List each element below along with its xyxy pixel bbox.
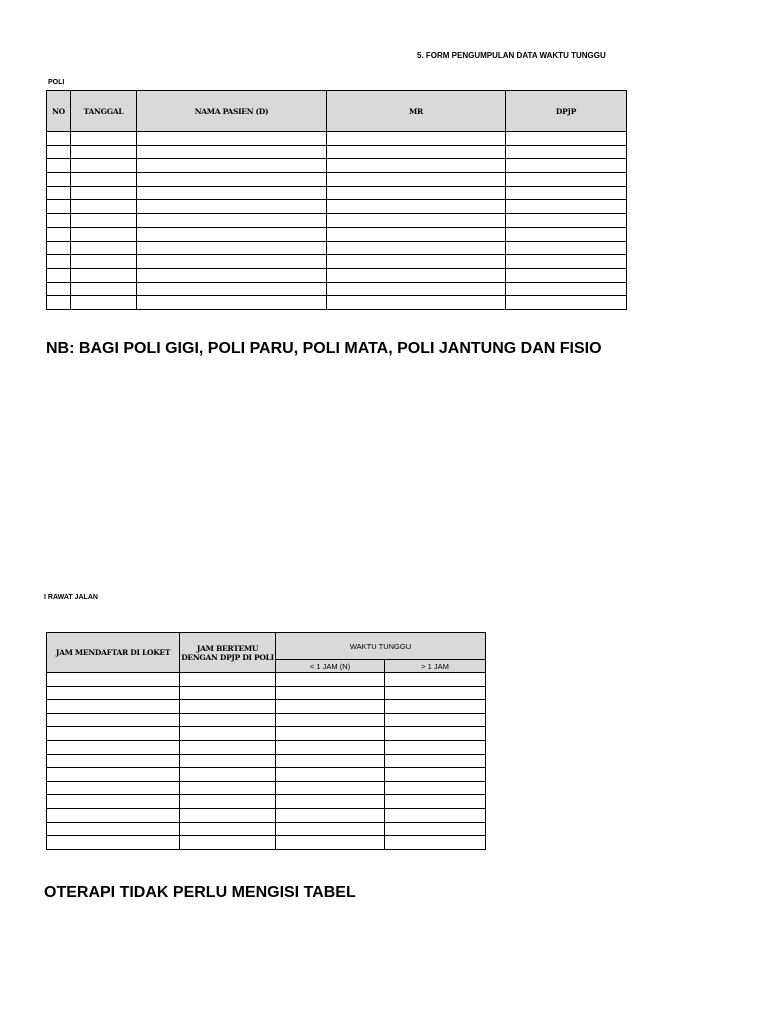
table-row (47, 255, 627, 269)
table-cell[interactable] (47, 268, 71, 282)
table-cell[interactable] (47, 700, 180, 714)
table-cell[interactable] (71, 241, 137, 255)
table-cell[interactable] (71, 186, 137, 200)
table-cell[interactable] (327, 186, 506, 200)
table-cell[interactable] (385, 754, 486, 768)
table-cell[interactable] (327, 296, 506, 310)
table-row (47, 200, 627, 214)
table-cell[interactable] (385, 768, 486, 782)
table-cell[interactable] (71, 282, 137, 296)
table-cell[interactable] (276, 808, 385, 822)
table-cell[interactable] (47, 296, 71, 310)
table-cell[interactable] (180, 727, 276, 741)
table-cell[interactable] (506, 282, 627, 296)
table-cell[interactable] (276, 836, 385, 850)
table-cell[interactable] (180, 781, 276, 795)
table-cell[interactable] (47, 214, 71, 228)
form-title: 5. FORM PENGUMPULAN DATA WAKTU TUNGGU (417, 51, 606, 60)
table-cell[interactable] (180, 700, 276, 714)
table-cell[interactable] (47, 186, 71, 200)
table-cell[interactable] (137, 241, 327, 255)
table-cell[interactable] (47, 686, 180, 700)
header-less-1-jam: < 1 JAM (N) (276, 660, 385, 673)
table-cell[interactable] (47, 159, 71, 173)
table-row (47, 686, 486, 700)
waiting-time-table-body (47, 673, 486, 850)
table-cell[interactable] (506, 268, 627, 282)
table-cell[interactable] (327, 173, 506, 187)
table-cell[interactable] (47, 282, 71, 296)
header-mr: MR (327, 91, 506, 132)
table-cell[interactable] (327, 132, 506, 146)
header-waktu-tunggu: WAKTU TUNGGU (276, 633, 486, 660)
table-cell[interactable] (47, 808, 180, 822)
header-jam-bertemu: JAM BERTEMU DENGAN DPJP DI POLI (180, 633, 276, 673)
rawat-jalan-label: I RAWAT JALAN (44, 594, 98, 601)
table-row (47, 214, 627, 228)
table-cell[interactable] (71, 214, 137, 228)
patient-table (46, 90, 627, 310)
table-row (47, 159, 627, 173)
table-cell[interactable] (47, 836, 180, 850)
table-cell[interactable] (385, 740, 486, 754)
table-row (47, 781, 486, 795)
table-cell[interactable] (276, 700, 385, 714)
table-cell[interactable] (276, 768, 385, 782)
table-cell[interactable] (180, 808, 276, 822)
table-row (47, 740, 486, 754)
table-cell[interactable] (180, 686, 276, 700)
table-cell[interactable] (327, 255, 506, 269)
table-cell[interactable] (180, 740, 276, 754)
table-cell[interactable] (71, 296, 137, 310)
table-cell[interactable] (327, 200, 506, 214)
table-cell[interactable] (506, 227, 627, 241)
table-cell[interactable] (506, 255, 627, 269)
table-row (47, 673, 486, 687)
table-row (47, 227, 627, 241)
table-cell[interactable] (137, 132, 327, 146)
table-cell[interactable] (47, 255, 71, 269)
table-cell[interactable] (506, 173, 627, 187)
table-cell[interactable] (47, 173, 71, 187)
header-jam-mendaftar: JAM MENDAFTAR DI LOKET (47, 633, 180, 673)
patient-table-body (47, 132, 627, 310)
table-cell[interactable] (47, 822, 180, 836)
header-no: NO (47, 91, 71, 132)
table-cell[interactable] (137, 268, 327, 282)
table-cell[interactable] (385, 836, 486, 850)
table-cell[interactable] (385, 673, 486, 687)
table-row (47, 186, 627, 200)
table-cell[interactable] (276, 727, 385, 741)
table-cell[interactable] (327, 282, 506, 296)
table-row (47, 268, 627, 282)
table-cell[interactable] (506, 200, 627, 214)
note-bottom: OTERAPI TIDAK PERLU MENGISI TABEL (44, 884, 356, 901)
table-cell[interactable] (385, 713, 486, 727)
table-cell[interactable] (47, 740, 180, 754)
table-cell[interactable] (71, 132, 137, 146)
table-cell[interactable] (385, 781, 486, 795)
table-cell[interactable] (137, 145, 327, 159)
table-row (47, 795, 486, 809)
table-cell[interactable] (506, 296, 627, 310)
table-row (47, 296, 627, 310)
table-row (47, 754, 486, 768)
table-cell[interactable] (506, 186, 627, 200)
table-cell[interactable] (47, 795, 180, 809)
table-cell[interactable] (276, 713, 385, 727)
table-cell[interactable] (137, 255, 327, 269)
waiting-time-table (46, 632, 486, 850)
table-cell[interactable] (327, 227, 506, 241)
table-cell[interactable] (506, 214, 627, 228)
table-cell[interactable] (385, 686, 486, 700)
table-cell[interactable] (71, 268, 137, 282)
table-row (47, 808, 486, 822)
table-cell[interactable] (137, 173, 327, 187)
table-cell[interactable] (47, 781, 180, 795)
header-more-1-jam: > 1 JAM (385, 660, 486, 673)
table-row (47, 700, 486, 714)
table-cell[interactable] (180, 673, 276, 687)
table-cell[interactable] (137, 214, 327, 228)
table-row (47, 145, 627, 159)
poli-label: POLI (48, 79, 65, 86)
table-cell[interactable] (506, 159, 627, 173)
header-nama-pasien: NAMA PASIEN (D) (137, 91, 327, 132)
table-cell[interactable] (180, 768, 276, 782)
table-cell[interactable] (385, 808, 486, 822)
table-cell[interactable] (180, 795, 276, 809)
table-row (47, 282, 627, 296)
table-cell[interactable] (276, 673, 385, 687)
table-row (47, 836, 486, 850)
table-cell[interactable] (276, 781, 385, 795)
table-cell[interactable] (137, 200, 327, 214)
table-cell[interactable] (47, 713, 180, 727)
table-row (47, 132, 627, 146)
table-cell[interactable] (137, 282, 327, 296)
table-cell[interactable] (47, 673, 180, 687)
table-cell[interactable] (71, 173, 137, 187)
table-cell[interactable] (47, 241, 71, 255)
table-cell[interactable] (327, 268, 506, 282)
table-cell[interactable] (327, 241, 506, 255)
table-cell[interactable] (71, 200, 137, 214)
table-cell[interactable] (47, 768, 180, 782)
table-cell[interactable] (47, 227, 71, 241)
table-cell[interactable] (385, 795, 486, 809)
table-cell[interactable] (137, 227, 327, 241)
table-cell[interactable] (71, 255, 137, 269)
table-cell[interactable] (180, 836, 276, 850)
table-cell[interactable] (506, 132, 627, 146)
table-cell[interactable] (47, 200, 71, 214)
table-cell[interactable] (506, 241, 627, 255)
header-dpjp: DPJP (506, 91, 627, 132)
table-cell[interactable] (180, 754, 276, 768)
table-cell[interactable] (71, 145, 137, 159)
table-row (47, 241, 627, 255)
table-cell[interactable] (47, 132, 71, 146)
table-cell[interactable] (276, 754, 385, 768)
table-cell[interactable] (137, 159, 327, 173)
table-row (47, 822, 486, 836)
table-cell[interactable] (276, 795, 385, 809)
table-cell[interactable] (137, 296, 327, 310)
table-cell[interactable] (276, 822, 385, 836)
table-cell[interactable] (327, 214, 506, 228)
table-row (47, 768, 486, 782)
table-cell[interactable] (276, 686, 385, 700)
table-cell[interactable] (47, 754, 180, 768)
table-cell[interactable] (276, 740, 385, 754)
table-cell[interactable] (180, 713, 276, 727)
table-cell[interactable] (180, 822, 276, 836)
table-cell[interactable] (47, 727, 180, 741)
note-top: NB: BAGI POLI GIGI, POLI PARU, POLI MATA, POLI JANTUNG DAN FISIO (46, 340, 602, 357)
table-cell[interactable] (385, 727, 486, 741)
table-cell[interactable] (327, 145, 506, 159)
table-cell[interactable] (137, 186, 327, 200)
header-tanggal: TANGGAL (71, 91, 137, 132)
table-cell[interactable] (327, 159, 506, 173)
table-cell[interactable] (385, 822, 486, 836)
table-cell[interactable] (47, 145, 71, 159)
table-cell[interactable] (506, 145, 627, 159)
table-row (47, 173, 627, 187)
table-row (47, 727, 486, 741)
table-cell[interactable] (71, 159, 137, 173)
table-row (47, 713, 486, 727)
table-cell[interactable] (71, 227, 137, 241)
table-cell[interactable] (385, 700, 486, 714)
